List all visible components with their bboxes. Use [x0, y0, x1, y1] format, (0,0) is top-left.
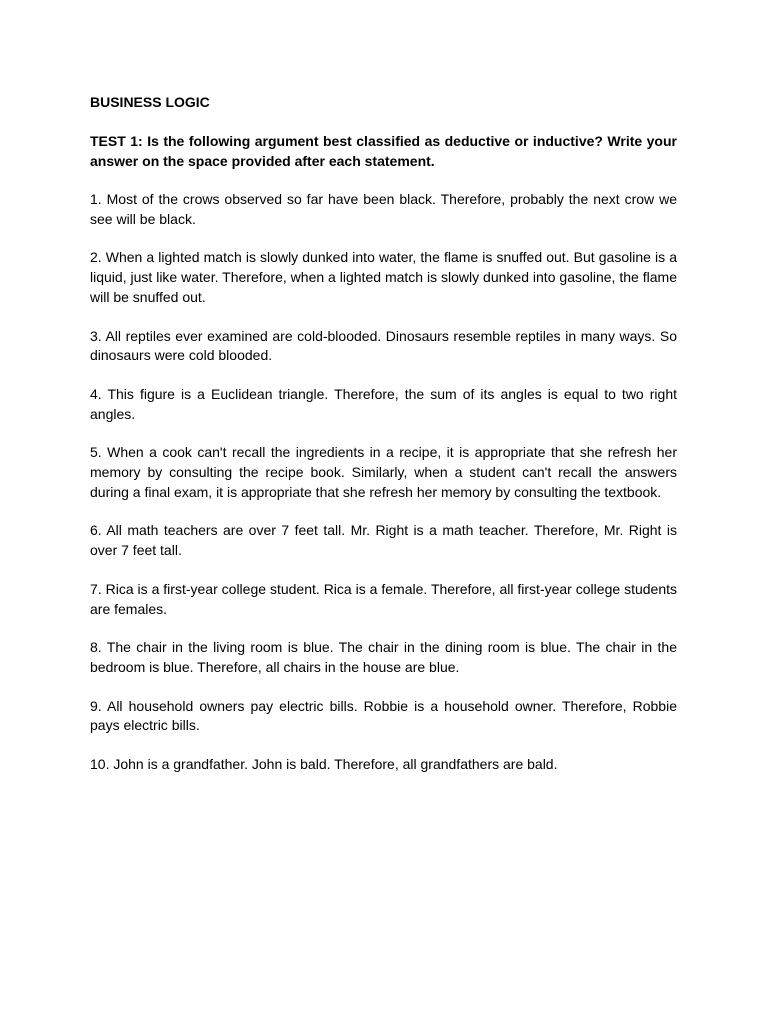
question-1: 1. Most of the crows observed so far have been black. Therefore, probably the next crow we see will be black.	[90, 191, 677, 227]
question-4: 4. This figure is a Euclidean triangle. Therefore, the sum of its angles is equal to two right angles.	[90, 385, 677, 422]
question-9: 9. All household owners pay electric bills. Robbie is a household owner. Therefore, Robbie pays electric bills.	[90, 697, 677, 734]
question-3: 3. All reptiles ever examined are cold-blooded. Dinosaurs resemble reptiles in many ways. So dinosaurs were cold blooded.	[90, 327, 677, 364]
question-10: 10. John is a grandfather. John is bald. Therefore, all grandfathers are bald.	[90, 756, 558, 773]
question-5: 5. When a cook can't recall the ingredients in a recipe, it is appropriate that she refresh her memory by consulting the recipe book. Similarly, when a student can't recall the answers during a final exam, it is appropriate that she refresh her memory by consulting the textbook.	[90, 444, 677, 500]
question-8: 8. The chair in the living room is blue. The chair in the dining room is blue. The chair in the bedroom is blue. Therefore, all chairs in the house are blue.	[90, 639, 677, 675]
test-instructions: TEST 1: Is the following argument best classified as deductive or inductive? Write your answer on the space provided after each statement.	[90, 133, 677, 169]
question-2: 2. When a lighted match is slowly dunked into water, the flame is snuffed out. But gasoline is a liquid, just like water. Therefore, when a lighted match is slowly dunked into gasoline, the flame will be snuffed out.	[90, 249, 677, 305]
question-6: 6. All math teachers are over 7 feet tall. Mr. Right is a math teacher. Therefore, Mr. Right is over 7 feet tall.	[90, 522, 677, 559]
document-page	[90, 92, 677, 794]
question-7: 7. Rica is a first-year college student. Rica is a female. Therefore, all first-year college students are females.	[90, 580, 677, 617]
document-title: BUSINESS LOGIC	[90, 94, 210, 110]
